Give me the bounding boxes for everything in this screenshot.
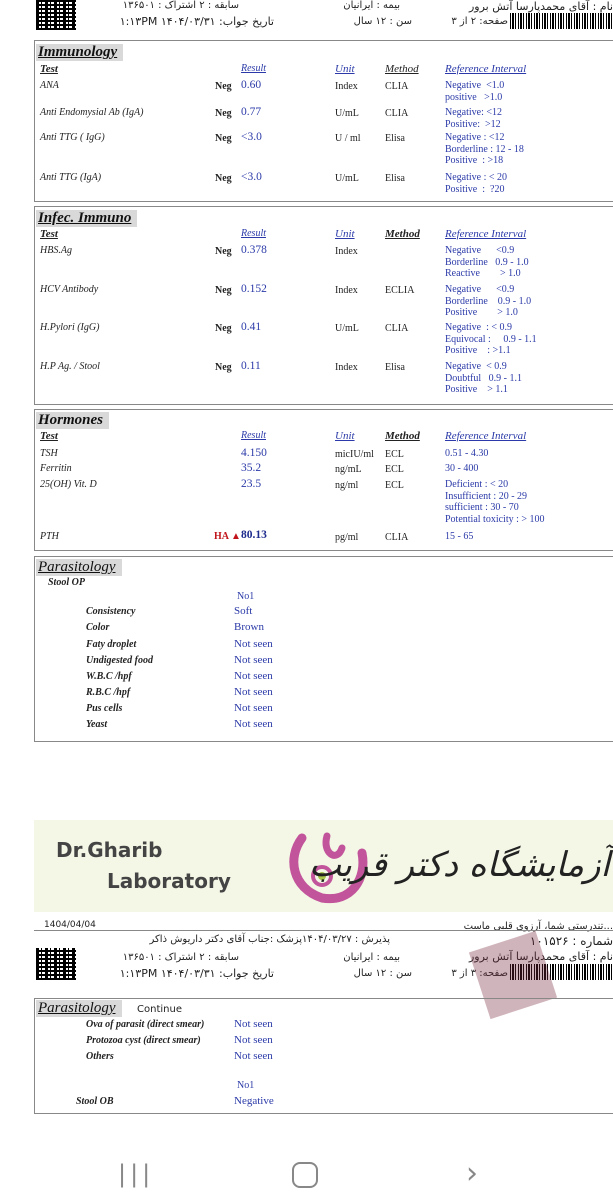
flag: Neg bbox=[215, 173, 232, 184]
result-value: 0.60 bbox=[241, 79, 262, 91]
para-label: Undigested food bbox=[86, 655, 153, 666]
test-name: H.P Ag. / Stool bbox=[40, 361, 100, 372]
para-label: Consistency bbox=[86, 606, 136, 617]
para-label: Faty droplet bbox=[86, 639, 137, 650]
reference-interval: Negative < 0.9 Doubtful 0.9 - 1.1 Positive > 1.1 bbox=[445, 361, 522, 395]
reference-interval: 15 - 65 bbox=[445, 531, 474, 542]
para-label: Others bbox=[86, 1051, 114, 1062]
flag: Neg bbox=[215, 246, 232, 257]
para-value: Not seen bbox=[234, 654, 273, 666]
method: ECL bbox=[385, 449, 404, 460]
result-value: 0.152 bbox=[241, 283, 267, 295]
test-name: Anti TTG (IgA) bbox=[40, 172, 102, 183]
unit: micIU/ml bbox=[335, 449, 374, 460]
result-value: 80.13 bbox=[241, 529, 267, 541]
result-value: 0.77 bbox=[241, 106, 262, 118]
result-value: <3.0 bbox=[241, 171, 262, 183]
back-button[interactable]: › bbox=[466, 1156, 478, 1191]
parasitology-title-2: Parasitology bbox=[36, 1000, 122, 1017]
patient-name: نام : آقای محمدپارسا آتش برور bbox=[468, 0, 613, 13]
reference-interval: Negative <0.9 Borderline 0.9 - 1.0 Positive > 1.0 bbox=[445, 284, 532, 318]
patient-name: نام : آقای محمدپارسا آتش برور bbox=[468, 950, 613, 963]
logo-persian: آزمایشگاه دکتر قریب bbox=[308, 845, 610, 885]
col-reference: Reference Interval bbox=[445, 63, 527, 75]
para-label: Yeast bbox=[86, 719, 108, 730]
method: CLIA bbox=[385, 108, 409, 119]
para-label: R.B.C /hpf bbox=[86, 687, 131, 698]
col-unit: Unit bbox=[335, 430, 355, 442]
barcode bbox=[510, 13, 613, 29]
para-label: Protozoa cyst (direct smear) bbox=[86, 1035, 201, 1046]
flag: Neg bbox=[215, 323, 232, 334]
unit: ng/ml bbox=[335, 480, 359, 491]
test-name: ANA bbox=[40, 80, 59, 91]
para-value: Not seen bbox=[234, 670, 273, 682]
method: Elisa bbox=[385, 362, 405, 373]
unit: Index bbox=[335, 246, 358, 257]
test-name: HCV Antibody bbox=[40, 284, 99, 295]
para-label: Ova of parasit (direct smear) bbox=[86, 1019, 205, 1030]
para-value: Soft bbox=[234, 605, 253, 617]
col-unit: Unit bbox=[335, 63, 355, 75]
flag: Neg bbox=[215, 285, 232, 296]
unit: Index bbox=[335, 81, 358, 92]
no1-header: No1 bbox=[237, 1080, 255, 1091]
test-name: HBS.Ag bbox=[40, 245, 72, 256]
reference-interval: Negative : < 0.9 Equivocal : 0.9 - 1.1 Positive : >1.1 bbox=[445, 322, 537, 356]
unit: U/mL bbox=[335, 323, 359, 334]
unit: U/mL bbox=[335, 173, 359, 184]
qr-code bbox=[36, 0, 76, 30]
col-test: Test bbox=[40, 430, 58, 442]
unit: ng/mL bbox=[335, 464, 362, 475]
answer-date: تاریخ جواب: ۱۴۰۴/۰۳/۳۱ ۱:۱۳PM bbox=[119, 967, 274, 980]
unit: Index bbox=[335, 362, 358, 373]
col-reference: Reference Interval bbox=[445, 430, 527, 442]
col-test: Test bbox=[40, 228, 58, 240]
stool-op-label: Stool OP bbox=[48, 577, 85, 588]
history-subscription: سابقه : ۲ اشتراک : ۱۳۶۵۰۱ bbox=[122, 0, 239, 11]
flag: Neg bbox=[215, 108, 232, 119]
age: سن : ۱۲ سال bbox=[353, 16, 412, 27]
para-label: W.B.C /hpf bbox=[86, 671, 132, 682]
col-result: Result bbox=[241, 228, 266, 239]
age: سن : ۱۲ سال bbox=[353, 968, 412, 979]
col-result: Result bbox=[241, 63, 266, 74]
method: ECL bbox=[385, 480, 404, 491]
logo-line1: Dr.Gharib bbox=[56, 838, 163, 862]
para-value: Not seen bbox=[234, 638, 273, 650]
reference-interval: Negative <1.0 positive >1.0 bbox=[445, 80, 505, 103]
reference-interval: Negative : < 20 Positive : ?20 bbox=[445, 172, 508, 195]
para-value: Not seen bbox=[234, 718, 273, 730]
logo-line2: Laboratory bbox=[107, 869, 231, 893]
insurance: بیمه : ایرانیان bbox=[343, 952, 400, 963]
test-name: TSH bbox=[40, 448, 58, 459]
answer-date: تاریخ جواب: ۱۴۰۴/۰۳/۳۱ ۱:۱۳PM bbox=[119, 15, 274, 28]
parasitology-title: Parasitology bbox=[36, 559, 122, 576]
col-method: Method bbox=[385, 430, 420, 442]
unit: U / ml bbox=[335, 133, 361, 144]
immunology-title: Immunology bbox=[36, 44, 123, 61]
test-name: Ferritin bbox=[40, 463, 72, 474]
para-value: Not seen bbox=[234, 686, 273, 698]
reference-interval: Deficient : < 20 Insufficient : 20 - 29 sufficient : 30 - 70 Potential toxicity : > 100 bbox=[445, 479, 545, 525]
page-number: صفحه: ۲ از ۳ bbox=[451, 16, 508, 27]
col-method: Method bbox=[385, 228, 420, 240]
page-number: صفحه: ۳ از ۳ bbox=[451, 968, 508, 979]
flag: Neg bbox=[215, 133, 232, 144]
col-method: Method bbox=[385, 63, 419, 75]
flag: Neg bbox=[215, 362, 232, 373]
continue-label: Continue bbox=[137, 1004, 182, 1015]
hormones-title: Hormones bbox=[36, 412, 109, 429]
col-unit: Unit bbox=[335, 228, 355, 240]
result-value: 23.5 bbox=[241, 478, 262, 490]
insurance: بیمه : ایرانیان bbox=[343, 0, 400, 11]
report-number: شماره : ۱۰۱۵۲۶ bbox=[529, 934, 613, 948]
reception-doctor: پذیرش : ۱۴۰۴/۰۳/۲۷پزشک :جناب آقای دکتر داریوش ذاکر bbox=[149, 934, 390, 945]
result-value: 35.2 bbox=[241, 462, 262, 474]
reference-interval: Negative <0.9 Borderline 0.9 - 1.0 Reactive > 1.0 bbox=[445, 245, 529, 279]
stool-ob-value: Negative bbox=[234, 1095, 274, 1107]
result-value: <3.0 bbox=[241, 131, 262, 143]
infec-immuno-title: Infec. Immuno bbox=[36, 210, 137, 227]
unit: U/mL bbox=[335, 108, 359, 119]
immunology-section bbox=[34, 40, 613, 202]
result-value: 0.41 bbox=[241, 321, 262, 333]
divider bbox=[34, 930, 613, 931]
method: CLIA bbox=[385, 323, 409, 334]
method: Elisa bbox=[385, 133, 405, 144]
col-reference: Reference Interval bbox=[445, 228, 527, 240]
result-value: 4.150 bbox=[241, 447, 267, 459]
col-test: Test bbox=[40, 63, 58, 75]
para-value: Not seen bbox=[234, 702, 273, 714]
qr-code bbox=[36, 948, 76, 980]
wish-text: ...تندرستی شما، آرزوی قلبی ماست bbox=[463, 921, 613, 932]
reference-interval: Negative: <12 Positive: >12 bbox=[445, 107, 503, 130]
para-value: Brown bbox=[234, 621, 264, 633]
reference-interval: 0.51 - 4.30 bbox=[445, 448, 489, 459]
col-result: Result bbox=[241, 430, 266, 441]
result-value: 0.11 bbox=[241, 360, 261, 372]
method: Elisa bbox=[385, 173, 405, 184]
method: ECL bbox=[385, 464, 404, 475]
stool-ob-label: Stool OB bbox=[76, 1096, 114, 1107]
para-value: Not seen bbox=[234, 1018, 273, 1030]
history-subscription: سابقه : ۲ اشتراک : ۱۳۶۵۰۱ bbox=[122, 952, 239, 963]
method: CLIA bbox=[385, 81, 409, 92]
test-name: PTH bbox=[40, 531, 59, 542]
test-name: Anti Endomysial Ab (IgA) bbox=[40, 107, 144, 118]
test-name: Anti TTG ( IgG) bbox=[40, 132, 105, 143]
para-label: Color bbox=[86, 622, 110, 633]
unit: pg/ml bbox=[335, 532, 359, 543]
reference-interval: Negative : <12 Borderline : 12 - 18 Positive : >18 bbox=[445, 132, 524, 166]
no1-header: No1 bbox=[237, 591, 255, 602]
home-button[interactable] bbox=[292, 1162, 318, 1188]
para-value: Not seen bbox=[234, 1050, 273, 1062]
recent-apps-button[interactable]: ||| bbox=[118, 1160, 155, 1188]
reference-interval: 30 - 400 bbox=[445, 463, 479, 474]
print-date: 1404/04/04 bbox=[44, 920, 96, 930]
unit: Index bbox=[335, 285, 358, 296]
method: ECLIA bbox=[385, 285, 415, 296]
flag: Neg bbox=[215, 81, 232, 92]
para-value: Not seen bbox=[234, 1034, 273, 1046]
result-value: 0.378 bbox=[241, 244, 267, 256]
test-name: H.Pylori (IgG) bbox=[40, 322, 100, 333]
para-label: Pus cells bbox=[86, 703, 123, 714]
high-abnormal-flag: HA ▲ bbox=[214, 531, 241, 542]
method: CLIA bbox=[385, 532, 409, 543]
test-name: 25(OH) Vit. D bbox=[40, 479, 97, 490]
